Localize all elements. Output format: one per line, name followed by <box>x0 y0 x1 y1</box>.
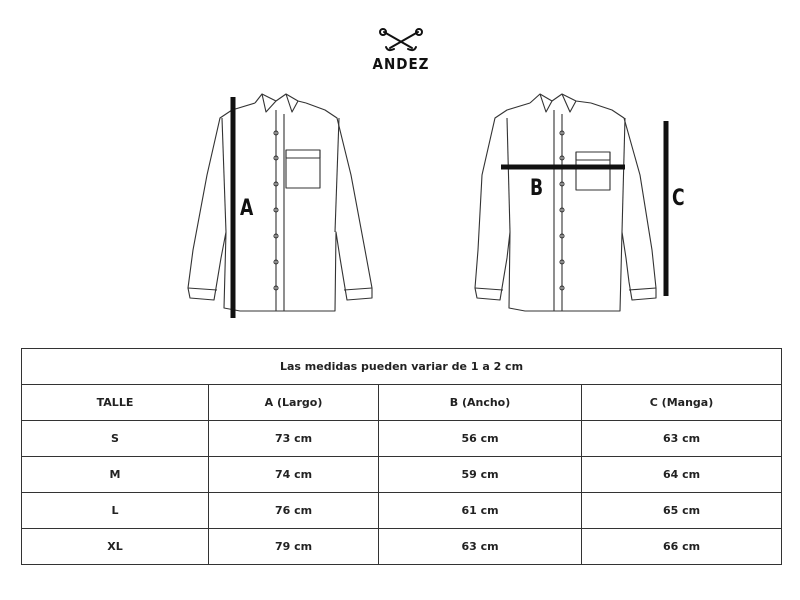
table-row <box>22 493 782 529</box>
measure-b-label: B <box>530 176 544 201</box>
header-width: B (Ancho) <box>379 385 582 421</box>
sleeve-cell: 66 cm <box>582 529 782 565</box>
table-row <box>22 529 782 565</box>
back-shirt-drawing <box>475 94 656 311</box>
table-header-row <box>22 385 782 421</box>
header-size: TALLE <box>22 385 209 421</box>
sleeve-cell: 63 cm <box>582 421 782 457</box>
measure-a-label: A <box>240 196 254 221</box>
size-chart-table <box>21 348 782 565</box>
size-cell: XL <box>22 529 209 565</box>
size-cell: L <box>22 493 209 529</box>
sleeve-cell: 64 cm <box>582 457 782 493</box>
measure-c-label: C <box>672 186 685 211</box>
brand-name: ANDEZ <box>372 55 430 73</box>
width-cell: 56 cm <box>379 421 582 457</box>
header-length: A (Largo) <box>209 385 379 421</box>
table-note-row <box>22 349 782 385</box>
width-cell: 63 cm <box>379 529 582 565</box>
table-row <box>22 421 782 457</box>
length-cell: 74 cm <box>209 457 379 493</box>
width-cell: 61 cm <box>379 493 582 529</box>
size-cell: S <box>22 421 209 457</box>
width-cell: 59 cm <box>379 457 582 493</box>
header-sleeve: C (Manga) <box>582 385 782 421</box>
measurement-note: Las medidas pueden variar de 1 a 2 cm <box>22 349 782 385</box>
table-row <box>22 457 782 493</box>
front-shirt-drawing <box>188 94 372 311</box>
sleeve-cell: 65 cm <box>582 493 782 529</box>
length-cell: 79 cm <box>209 529 379 565</box>
length-cell: 73 cm <box>209 421 379 457</box>
length-cell: 76 cm <box>209 493 379 529</box>
size-cell: M <box>22 457 209 493</box>
